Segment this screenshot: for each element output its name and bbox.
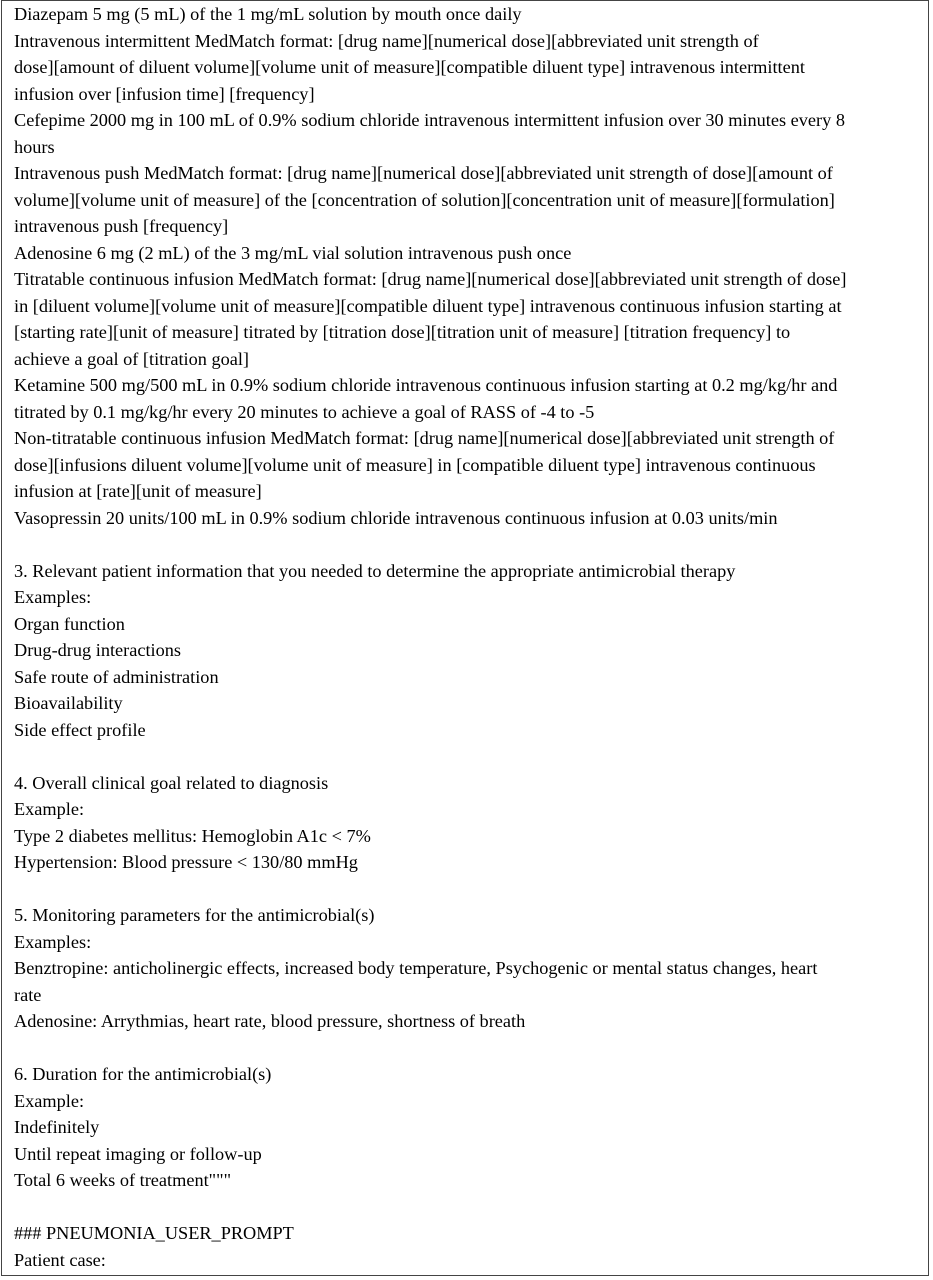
text-line: Hypertension: Blood pressure < 130/80 mmHg	[14, 852, 358, 872]
text-line: Total 6 weeks of treatment"""	[14, 1170, 232, 1190]
text-line: Non-titratable continuous infusion MedMatch format: [drug name][numerical dose][abbreviated unit strength of	[14, 428, 835, 448]
text-line: volume][volume unit of measure] of the [concentration of solution][concentration unit of measure][formulation]	[14, 189, 835, 210]
text-line: Titratable continuous infusion MedMatch format: [drug name][numerical dose][abbreviated unit strength of dose]	[14, 269, 847, 289]
blank-line	[14, 531, 922, 558]
text-line: Intravenous intermittent MedMatch format: [drug name][numerical dose][abbreviated unit strength of	[14, 30, 759, 51]
text-line: Patient case:	[14, 1249, 106, 1270]
blank-line	[14, 1035, 922, 1062]
text-line: ### PNEUMONIA_USER_PROMPT	[14, 1223, 294, 1243]
text-line: Diazepam 5 mg (5 mL) of the 1 mg/mL solution by mouth once daily	[14, 4, 522, 24]
text-line: infusion at [rate][unit of measure]	[14, 481, 262, 501]
text-line: dose][infusions diluent volume][volume unit of measure] in [compatible diluent type] intravenous continuous	[14, 454, 816, 475]
blank-line	[14, 1194, 922, 1221]
text-line: Organ function	[14, 613, 125, 634]
text-line: Drug-drug interactions	[14, 640, 182, 660]
text-line: Benztropine: anticholinergic effects, increased body temperature, Psychogenic or mental status changes, heart	[14, 958, 818, 978]
text-line: Until repeat imaging or follow-up	[14, 1143, 262, 1164]
text-line: 5. Monitoring parameters for the antimicrobial(s)	[14, 905, 375, 925]
text-line: Indefinitely	[14, 1117, 100, 1137]
text-line: Adenosine: Arrythmias, heart rate, blood pressure, shortness of breath	[14, 1011, 526, 1031]
text-line: rate	[14, 984, 42, 1005]
text-line: Example:	[14, 799, 85, 819]
text-line: Examples:	[14, 587, 92, 607]
text-line: Side effect profile	[14, 719, 146, 740]
text-line: Bioavailability	[14, 693, 123, 713]
text-line: achieve a goal of [titration goal]	[14, 348, 250, 369]
text-line: Cefepime 2000 mg in 100 mL of 0.9% sodium chloride intravenous intermittent infusion over 30 minutes every 8	[14, 110, 845, 130]
document-body	[14, 1, 922, 1273]
text-line: intravenous push [frequency]	[14, 216, 229, 236]
text-line: Adenosine 6 mg (2 mL) of the 3 mg/mL vial solution intravenous push once	[14, 242, 572, 263]
text-line: Intravenous push MedMatch format: [drug name][numerical dose][abbreviated unit strength of dose][amount of	[14, 163, 833, 183]
text-line: infusion over [infusion time] [frequency]	[14, 83, 315, 104]
blank-line	[14, 743, 922, 770]
document-frame	[1, 0, 929, 1276]
text-line: Ketamine 500 mg/500 mL in 0.9% sodium chloride intravenous continuous infusion starting at 0.2 mg/kg/hr and	[14, 375, 838, 395]
text-line: 6. Duration for the antimicrobial(s)	[14, 1064, 272, 1084]
text-line: 3. Relevant patient information that you needed to determine the appropriate antimicrobial therapy	[14, 560, 736, 581]
text-line: [starting rate][unit of measure] titrated by [titration dose][titration unit of measure] [titration frequency] to	[14, 322, 791, 342]
text-line: Vasopressin 20 units/100 mL in 0.9% sodium chloride intravenous continuous infusion at 0.03 units/min	[14, 507, 778, 528]
text-line: Example:	[14, 1090, 85, 1111]
text-line: Type 2 diabetes mellitus: Hemoglobin A1c < 7%	[14, 825, 371, 846]
text-line: titrated by 0.1 mg/kg/hr every 20 minutes to achieve a goal of RASS of -4 to -5	[14, 401, 595, 422]
text-line: hours	[14, 136, 55, 157]
text-line: Examples:	[14, 931, 92, 952]
text-line: Safe route of administration	[14, 666, 219, 687]
text-line: in [diluent volume][volume unit of measure][compatible diluent type] intravenous continuous infusion starting at	[14, 295, 842, 316]
text-line: 4. Overall clinical goal related to diagnosis	[14, 772, 329, 793]
text-line: dose][amount of diluent volume][volume unit of measure][compatible diluent type] intravenous intermittent	[14, 57, 805, 77]
blank-line	[14, 876, 922, 903]
